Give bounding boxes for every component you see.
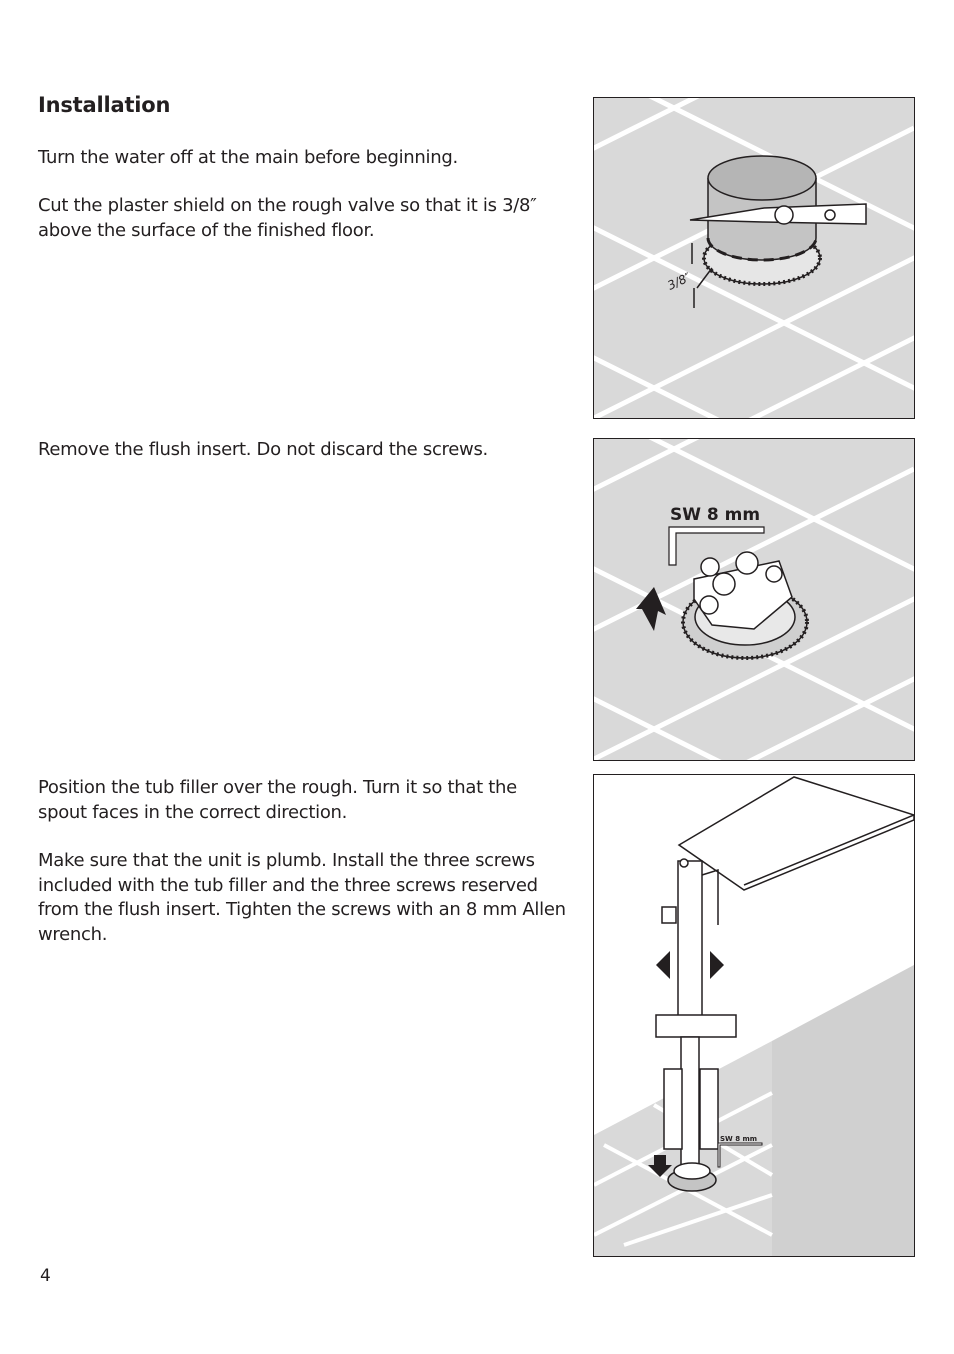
figure-cut-plaster-shield	[593, 97, 915, 419]
step3-paragraph-2: Make sure that the unit is plumb. Install the three screws included with the tub filler and the three screws reserved from the flush insert. Tighten the screws with an 8 mm Allen wrench.	[38, 850, 566, 945]
figure-remove-flush-insert	[593, 438, 915, 761]
tool-label-small: SW 8 mm	[720, 1135, 758, 1143]
step1-paragraph-1: Turn the water off at the main before beginning.	[38, 147, 458, 168]
measurement-label: 3/8″	[665, 269, 693, 293]
step1-paragraph-2: Cut the plaster shield on the rough valve so that it is 3/8″ above the surface of the finished floor.	[38, 195, 537, 241]
step2-paragraph-1: Remove the flush insert. Do not discard the screws.	[38, 439, 488, 460]
tool-label: SW 8 mm	[670, 505, 761, 525]
section-title: Installation	[38, 93, 171, 117]
figure-install-tub-filler	[593, 774, 915, 1257]
flush-insert-drawing	[683, 552, 807, 658]
page-number: 4	[40, 1266, 51, 1286]
step3-paragraph-1: Position the tub filler over the rough. Turn it so that the spout faces in the correct direction.	[38, 777, 517, 823]
